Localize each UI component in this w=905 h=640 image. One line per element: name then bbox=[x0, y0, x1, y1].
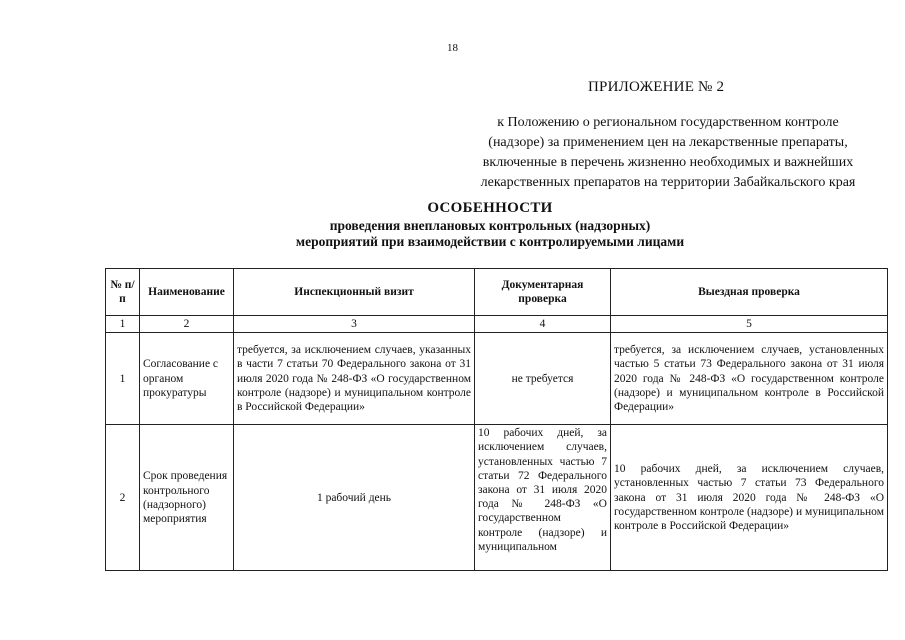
appendix-subtitle-line: к Положению о региональном государственном контроле bbox=[497, 115, 839, 130]
header-documentary-check: Документарная проверка bbox=[475, 269, 611, 316]
header-name: Наименование bbox=[140, 269, 234, 316]
cell-inspection-visit: требуется, за исключением случаев, указанных в части 7 статьи 70 Федерального закона от 31 июля 2020 года № 248-ФЗ «О государственном контроле (надзоре) и муниципальном контроле в Российской Федерации» bbox=[234, 333, 475, 425]
document-subtitle bbox=[0, 218, 905, 250]
column-number: 4 bbox=[475, 316, 611, 333]
appendix-subtitle-line: лекарственных препаратов на территории Забайкальского края bbox=[480, 175, 856, 190]
page-number: 18 bbox=[447, 42, 458, 54]
column-number: 3 bbox=[234, 316, 475, 333]
row-name: Срок проведения контрольного (надзорного) мероприятия bbox=[140, 425, 234, 571]
table-header-row bbox=[106, 269, 888, 316]
cell-field-check: 10 рабочих дней, за исключением случаев, установленных частью 7 статьи 73 Федерального закона от 31 июля 2020 года № 248-ФЗ «О государственном контроле (надзоре) и муниципальном контроле в Российской Федерации» bbox=[611, 425, 888, 571]
column-number: 5 bbox=[611, 316, 888, 333]
appendix-subtitle bbox=[448, 113, 888, 193]
document-subtitle-line: проведения внеплановых контрольных (надзорных) bbox=[329, 218, 651, 233]
cell-documentary-check: не требуется bbox=[475, 333, 611, 425]
cell-field-check: требуется, за исключением случаев, установленных частью 5 статьи 73 Федерального закона от 31 июля 2020 года № 248-ФЗ «О государственном контроле (надзоре) и муниципальном контроле в Российской Федерации» bbox=[611, 333, 888, 425]
header-inspection-visit: Инспекционный визит bbox=[234, 269, 475, 316]
appendix-number: ПРИЛОЖЕНИЕ № 2 bbox=[588, 79, 725, 95]
header-field-check: Выездная проверка bbox=[611, 269, 888, 316]
document-subtitle-line: мероприятий при взаимодействии с контролируемыми лицами bbox=[295, 234, 685, 249]
row-number: 2 bbox=[106, 425, 140, 571]
features-table bbox=[105, 268, 888, 571]
cell-inspection-visit: 1 рабочий день bbox=[234, 425, 475, 571]
column-number: 1 bbox=[106, 316, 140, 333]
header-number: № п/п bbox=[106, 269, 140, 316]
appendix-subtitle-line: (надзоре) за применением цен на лекарственные препараты, bbox=[488, 135, 848, 150]
column-number-row bbox=[106, 316, 888, 333]
row-number: 1 bbox=[106, 333, 140, 425]
row-name: Согласование с органом прокуратуры bbox=[140, 333, 234, 425]
table-row bbox=[106, 425, 888, 571]
table-row bbox=[106, 333, 888, 425]
appendix-subtitle-line: включенные в перечень жизненно необходимых и важнейших bbox=[482, 155, 854, 170]
document-title: ОСОБЕННОСТИ bbox=[427, 200, 553, 216]
cell-documentary-check: 10 рабочих дней, за исключением случаев, установленных частью 7 статьи 72 Федерального закона от 31 июля 2020 года № 248-ФЗ «О государственном контроле (надзоре) и муниципальном bbox=[475, 425, 611, 571]
column-number: 2 bbox=[140, 316, 234, 333]
